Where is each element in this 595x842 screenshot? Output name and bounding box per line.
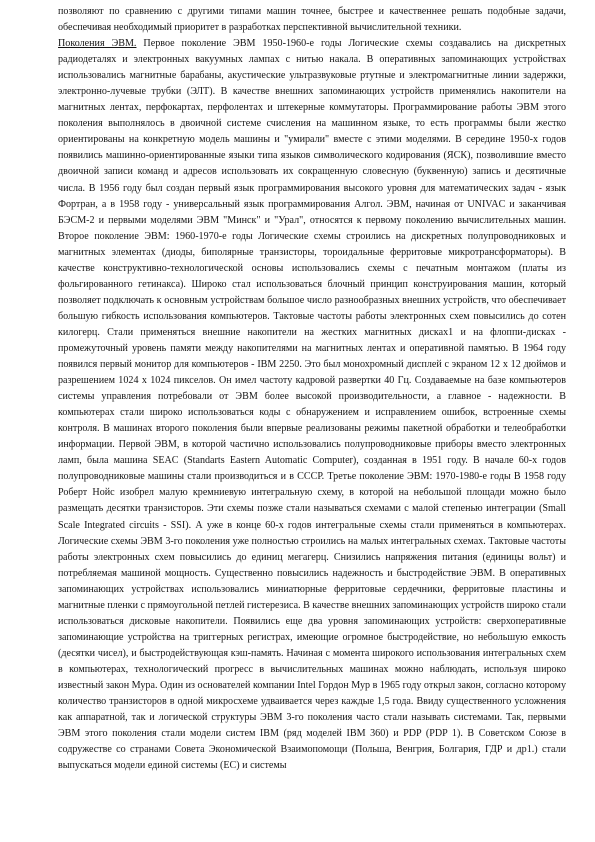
section-body: Первое поколение ЭВМ 1950-1960-е годы Логические схемы создавались на дискретных радиодеталях и электронных вакуумных лампах с нитью накала. В оперативных запоминающих устройствах использовались магнитные барабаны, акустические ультразвуковые ртутные и электромагнитные линии задержки, электронно-лучевые трубки (ЭЛТ). В качестве внешних запоминающих устройств применялись накопители на магнитных лентах, перфокартах, перфолентах и штекерные коммутаторы. Программирование работы ЭВМ этого поколения выполнялось в двоичной системе счисления на машинном языке, то есть программы были жестко ориентированы на конкретную модель машины и "умирали" вместе с этими моделями. В середине 1950-х годов появились машинно-ориентированные языки типа языков символического кодирования (ЯСК), позволившие вместо двоичной записи команд и адресов использовать их сокращенную словесную (буквенную) запись и десятичные числа. В 1956 году был создан первый язык программирования высокого уровня для математических задач - язык Фортран, а в 1958 году - универсальный язык программирования Алгол. ЭВМ, начиная от UNIVAC и заканчивая БЭСМ-2 и первыми моделями ЭВМ "Минск" и "Урал", относятся к первому поколению вычислительных машин. Второе поколение ЭВМ: 1960-1970-е годы Логические схемы строились на дискретных полупроводниковых и магнитных элементах (диоды, биполярные транзисторы, тороидальные ферритовые микротрансформаторы). В качестве конструктивно-технологической основы использовались схемы с печатным монтажом (платы из фольгированного гетинакса). Широко стал использоваться блочный принцип конструирования машин, который позволяет подключать к основным устройствам большое число разнообразных внешних устройств, что обеспечивает большую гибкость использования компьютеров. Тактовые частоты работы электронных схем повысились до сотен килогерц. Стали применяться внешние накопители на жестких магнитных дисках1 и на флоппи-дисках - промежуточный уровень памяти между накопителями на магнитных лентах и оперативной памятью. В 1964 году появился первый монитор для компьютеров - IBM 2250. Это был монохромный дисплей с экраном 12 х 12 дюймов и разрешением 1024 х 1024 пикселов. Он имел частоту кадровой развертки 40 Гц. Создаваемые на базе компьютеров системы управления потребовали от ЭВМ более высокой производительности, а главное - надежности. В компьютерах стали широко использоваться коды с обнаружением и исправлением ошибок, встроенные схемы контроля. В машинах второго поколения были впервые реализованы режимы пакетной обработки и телеобработки информации. Первой ЭВМ, в которой частично использовались полупроводниковые приборы вместо электронных ламп, была машина SEAC (Standarts Eastern Automatic Computer), созданная в 1951 году. В начале 60-х годов полупроводниковые машины стали производиться и в СССР. Третье поколение ЭВМ: 1970-1980-е годы В 1958 году Роберт Нойс изобрел малую кремниевую интегральную схему, в которой на небольшой площади можно было размещать десятки транзисторов. Эти схемы позже стали называться схемами с малой степенью интеграции (Small Scale Integrated circuits - SSI). А уже в конце 60-х годов интегральные схемы стали применяться в компьютерах. Логические схемы ЭВМ 3-го поколения уже полностью строились на малых интегральных схемах. Тактовые частоты работы электронных схем повысились до единиц мегагерц. Снизились напряжения питания (единицы вольт) и потребляемая машиной мощность. Существенно повысились надежность и быстродействие ЭВМ. В оперативных запоминающих устройствах использовались миниатюрные ферритовые сердечники, ферритовые пластины и магнитные пленки с прямоугольной петлей гистерезиса. В качестве внешних запоминающих устройств широко стали использоваться дисковые накопители. Появились еще два уровня запоминающих устройств: сверхоперативные запоминающие устройства на триггерных регистрах, имеющие огромное быстродействие, но небольшую емкость (десятки чисел), и быстродействующая кэш-память. Начиная с момента широкого использования интегральных схем в компьютерах, технологический прогресс в вычислительных машинах можно наблюдать, используя широко известный закон Мура. Один из основателей компании Intel Гордон Мур в 1965 году открыл закон, согласно которому количество транзисторов в одной микросхеме удваивается через каждые 1,5 года. Ввиду существенного усложнения как аппаратной, так и логической структуры ЭВМ 3-го поколения часто стали называть системами. Так, первыми ЭВМ этого поколения стали модели систем IBM (ряд моделей IBM 360) и PDP (PDP 1). В Советском Союзе в содружестве со странами Совета Экономической Взаимопомощи (Польша, Венгрия, Болгария, ГДР и др1.) стали выпускаться модели единой системы (ЕС) и системы: [58, 38, 566, 772]
document-page: [58, 4, 566, 774]
section-heading: Поколения ЭВМ.: [58, 38, 137, 50]
intro-paragraph: позволяют по сравнению с другими типами машин точнее, быстрее и качественнее решать подобные задачи, обеспечивая необходимый приоритет в разработках перспективной вычислительной техники.: [58, 6, 566, 34]
main-paragraph: [58, 36, 566, 774]
